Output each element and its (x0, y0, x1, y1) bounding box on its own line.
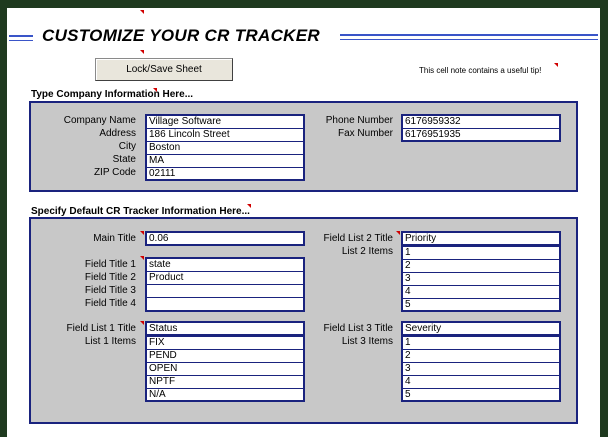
zip-field[interactable]: 02111 (149, 168, 176, 179)
title-rule-left (9, 35, 33, 41)
cell-note-marker[interactable] (554, 63, 558, 67)
field-title-2-label: Field Title 2 (84, 272, 136, 283)
phone-label: Phone Number (325, 115, 393, 126)
list-3-item[interactable]: 1 (403, 337, 559, 350)
field-title-2-field[interactable]: Product (147, 272, 303, 285)
cell-note-marker[interactable] (396, 231, 400, 235)
tip-text: This cell note contains a useful tip! (419, 66, 542, 75)
field-title-fields (145, 257, 305, 312)
list-3-items-label: List 3 Items (341, 336, 393, 347)
company-name-label: Company Name (63, 115, 136, 126)
cell-note-marker[interactable] (140, 50, 144, 54)
company-name-field[interactable]: Village Software (147, 116, 303, 129)
state-field[interactable]: MA (147, 155, 303, 168)
fax-label: Fax Number (337, 128, 393, 139)
company-section-label: Type Company Information Here... (31, 89, 194, 100)
list-3-item[interactable]: 4 (403, 376, 559, 389)
defaults-section-label: Specify Default CR Tracker Information Here... (31, 206, 250, 217)
list-3-item[interactable]: 5 (405, 389, 411, 400)
spreadsheet-sheet (7, 8, 600, 437)
phone-field[interactable]: 6176959332 (403, 116, 559, 129)
city-field[interactable]: Boston (147, 142, 303, 155)
list-3-item[interactable]: 2 (403, 350, 559, 363)
list-1-item[interactable]: PEND (147, 350, 303, 363)
page-title: CUSTOMIZE YOUR CR TRACKER (42, 26, 320, 45)
list-3-items (401, 335, 561, 402)
fax-field[interactable]: 6176951935 (405, 129, 461, 140)
list-1-item[interactable]: OPEN (147, 363, 303, 376)
field-title-3-label: Field Title 3 (84, 285, 136, 296)
list-1-items-label: List 1 Items (84, 336, 136, 347)
cell-note-marker[interactable] (153, 88, 157, 92)
company-fields (145, 114, 305, 181)
cell-note-marker[interactable] (140, 256, 144, 260)
field-title-1-label: Field Title 1 (84, 259, 136, 270)
field-list-2-title-label: Field List 2 Title (323, 233, 393, 244)
list-1-item[interactable]: N/A (149, 389, 166, 400)
address-label: Address (99, 128, 136, 139)
company-panel (29, 101, 578, 192)
title-rule-right (340, 34, 598, 40)
cell-note-marker[interactable] (140, 321, 144, 325)
contact-fields (401, 114, 561, 142)
field-list-3-title-label: Field List 3 Title (323, 323, 393, 334)
list-2-item[interactable]: 1 (403, 247, 559, 260)
list-2-item[interactable]: 2 (403, 260, 559, 273)
lock-save-sheet-button[interactable]: Lock/Save Sheet (95, 58, 233, 81)
list-2-items (401, 245, 561, 312)
cell-note-marker[interactable] (140, 231, 144, 235)
field-list-3-title-field[interactable]: Severity (401, 321, 561, 336)
list-2-item[interactable]: 5 (405, 299, 411, 310)
field-list-2-title-field[interactable]: Priority (401, 231, 561, 246)
list-2-item[interactable]: 4 (403, 286, 559, 299)
field-title-3-field[interactable] (147, 285, 303, 298)
list-3-item[interactable]: 3 (403, 363, 559, 376)
list-1-item[interactable]: NPTF (147, 376, 303, 389)
list-2-items-label: List 2 Items (341, 246, 393, 257)
field-list-1-title-field[interactable]: Status (145, 321, 305, 336)
main-title-field[interactable]: 0.06 (145, 231, 305, 246)
list-2-item[interactable]: 3 (403, 273, 559, 286)
field-title-1-field[interactable]: state (147, 259, 303, 272)
zip-label: ZIP Code (93, 167, 136, 178)
main-title-label: Main Title (93, 233, 136, 244)
defaults-panel (29, 217, 578, 424)
address-field[interactable]: 186 Lincoln Street (147, 129, 303, 142)
cell-note-marker[interactable] (140, 10, 144, 14)
field-list-1-title-label: Field List 1 Title (66, 323, 136, 334)
cell-note-marker[interactable] (247, 204, 251, 208)
field-title-4-field[interactable] (147, 298, 303, 311)
state-label: State (112, 154, 136, 165)
list-1-item[interactable]: FIX (147, 337, 303, 350)
field-title-4-label: Field Title 4 (84, 298, 136, 309)
list-1-items (145, 335, 305, 402)
city-label: City (118, 141, 136, 152)
